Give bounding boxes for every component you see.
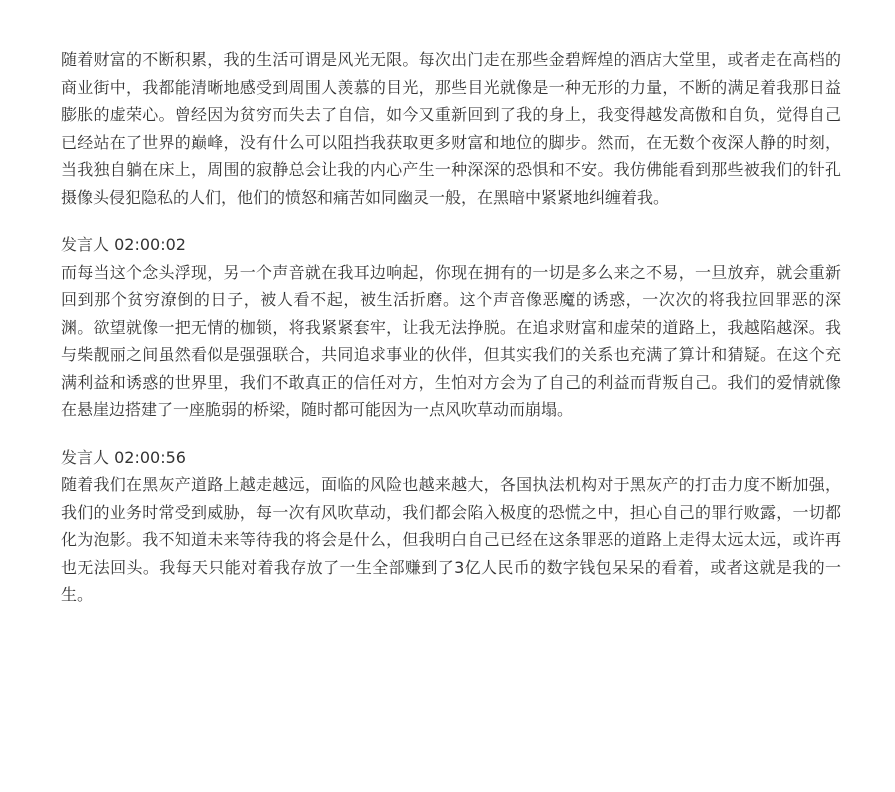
speaker-label: 发言人 02:00:02	[61, 235, 186, 254]
transcript-segment	[61, 444, 841, 609]
speaker-label: 发言人 02:00:56	[61, 447, 186, 467]
transcript-document	[61, 46, 841, 609]
transcript-paragraph: 随着财富的不断积累，我的生活可谓是风光无限。每次出门走在那些金碧辉煌的酒店大堂里，或者走在高档的商业街中，我都能清晰地感受到周围人羡慕的目光，那些目光就像是一种无形的力量，不断的满足着我那日益膨胀的虚荣心。曾经因为贫穷而失去了自信，如今又重新回到了我的身上，我变得越发高傲和自负，觉得自己已经站在了世界的巅峰，没有什么可以阻挡我获取更多财富和地位的脚步。然而，在无数个夜深人静的时刻，当我独自躺在床上，周围的寂静总会让我的内心产生一种深深的恐惧和不安。我仿佛能看到那些被我们的针孔摄像头侵犯隐私的人们，他们的愤怒和痛苦如同幽灵一般，在黑暗中紧紧地纠缠着我。	[61, 50, 841, 207]
transcript-segment	[61, 46, 841, 211]
transcript-segment	[61, 231, 841, 424]
transcript-paragraph: 随着我们在黑灰产道路上越走越远，面临的风险也越来越大，各国执法机构对于黑灰产的打击力度不断加强，我们的业务时常受到威胁，每一次有风吹草动，我们都会陷入极度的恐慌之中，担心自己的罪行败露，一切都化为泡影。我不知道未来等待我的将会是什么，但我明白自己已经在这条罪恶的道路上走得太远太远，或许再也无法回头。我每天只能对着我存放了一生全部赚到了3亿人民币的数字钱包呆呆的看着，或者这就是我的一生。	[61, 475, 841, 604]
transcript-paragraph: 而每当这个念头浮现，另一个声音就在我耳边响起，你现在拥有的一切是多么来之不易，一旦放弃，就会重新回到那个贫穷潦倒的日子，被人看不起，被生活折磨。这个声音像恶魔的诱惑，一次次的将我拉回罪恶的深渊。欲望就像一把无情的枷锁，将我紧紧套牢，让我无法挣脱。在追求财富和虚荣的道路上，我越陷越深。我与柴靓丽之间虽然看似是强强联合，共同追求事业的伙伴，但其实我们的关系也充满了算计和猜疑。在这个充满利益和诱惑的世界里，我们不敢真正的信任对方，生怕对方会为了自己的利益而背叛自己。我们的爱情就像在悬崖边搭建了一座脆弱的桥梁，随时都可能因为一点风吹草动而崩塌。	[61, 262, 841, 419]
